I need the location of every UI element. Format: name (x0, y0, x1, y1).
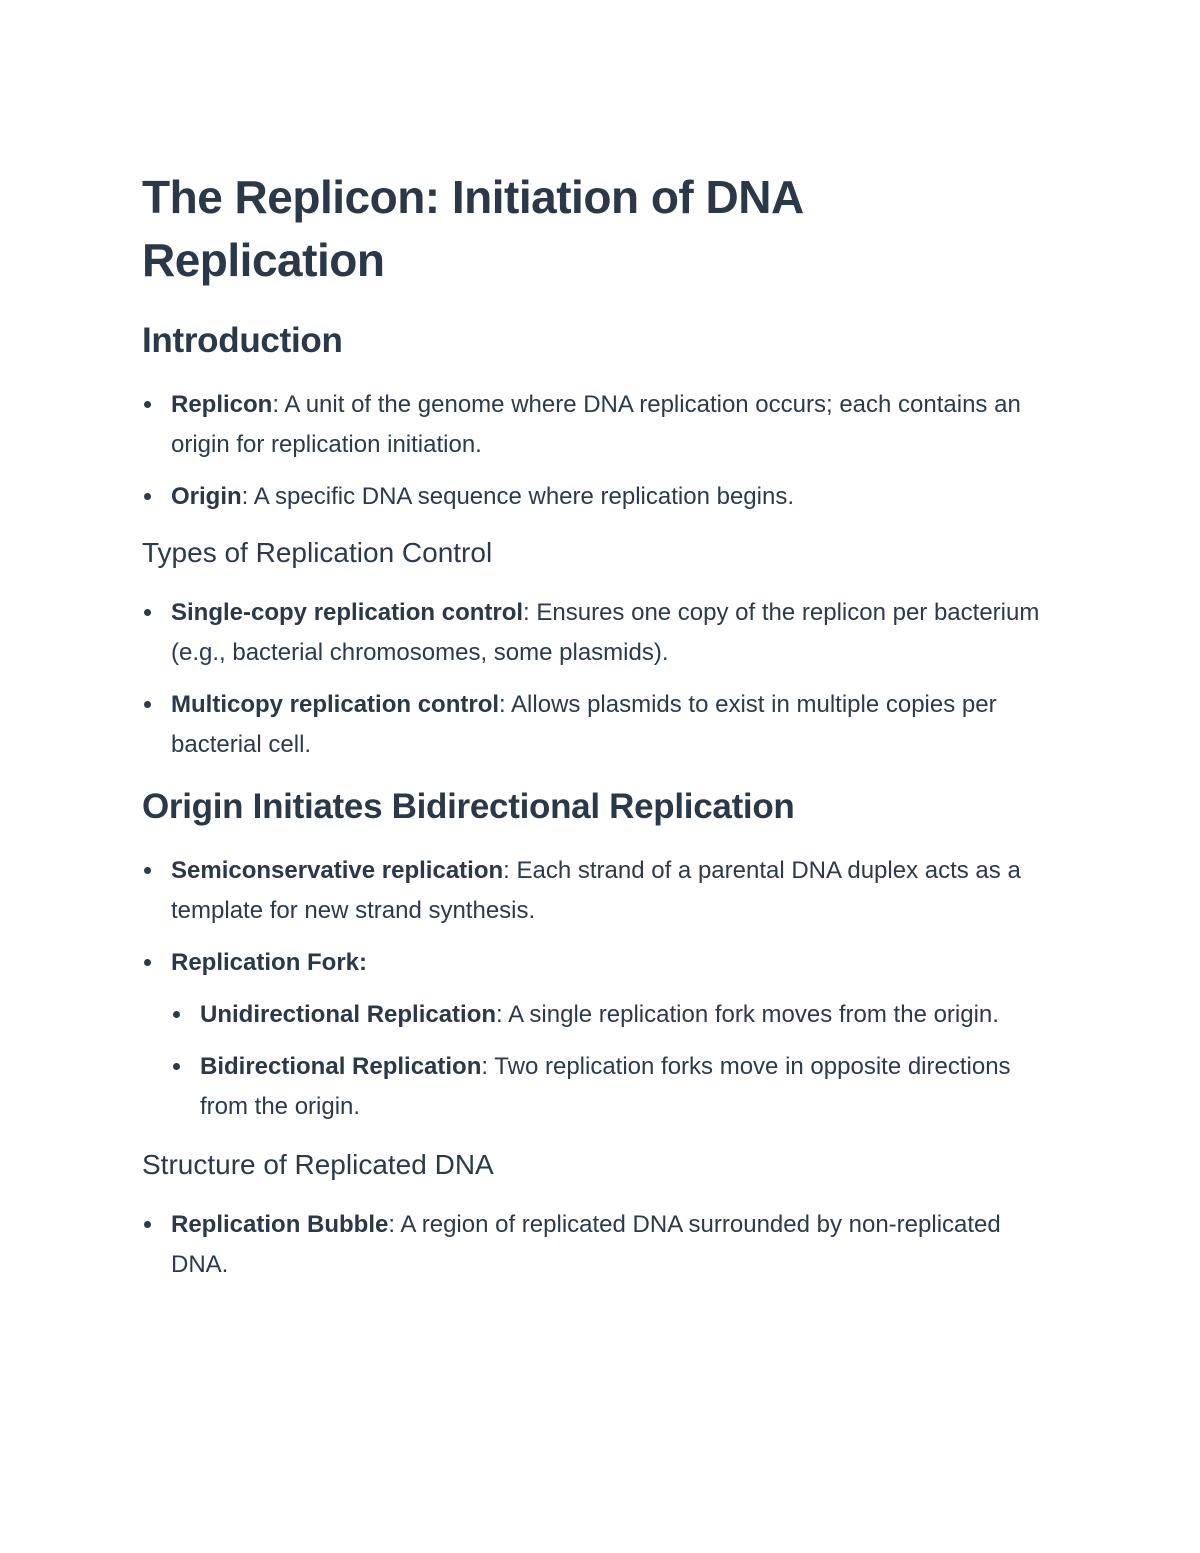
definition-text: Allows plasmids to exist in multiple copies per bacterial cell. (171, 691, 997, 758)
term-separator: : (496, 1001, 503, 1028)
term-origin: Origin (171, 483, 242, 510)
term-separator: : (503, 857, 510, 884)
definition-text: Two replication forks move in opposite directions from the origin. (200, 1053, 1011, 1120)
term-replicon: Replicon (171, 391, 273, 418)
definition-text: A specific DNA sequence where replication begins. (248, 483, 794, 510)
term-separator: : (388, 1211, 396, 1238)
term-multicopy: Multicopy replication control (171, 691, 500, 718)
term-replication-bubble: Replication Bubble (171, 1211, 389, 1238)
list-item-semiconservative (142, 851, 1050, 931)
term-unidirectional: Unidirectional Replication (200, 1001, 497, 1028)
definition-text: A region of replicated DNA surrounded by non-replicated DNA. (171, 1211, 1001, 1278)
list-item-bidirectional (171, 1047, 1050, 1127)
term-separator: : (523, 599, 530, 626)
page-title: The Replicon: Initiation of DNA Replication (142, 171, 802, 286)
definition-text: Ensures one copy of the replicon per bacterium (e.g., bacterial chromosomes, some plasmids). (171, 599, 1040, 666)
types-list (142, 593, 1050, 765)
section-heading-structure: Structure of Replicated DNA (142, 1149, 494, 1180)
term-separator: : (272, 391, 280, 418)
term-semiconservative: Semiconservative replication (171, 857, 504, 884)
term-separator: : (499, 691, 506, 718)
list-item-single-copy (142, 593, 1050, 673)
term-separator: : (359, 949, 368, 976)
origin-list (142, 851, 1050, 1127)
definition-text: A unit of the genome where DNA replication occurs; each contains an origin for replication initiation. (171, 391, 1021, 458)
term-bidirectional: Bidirectional Replication (200, 1053, 482, 1080)
term-replication-fork: Replication Fork (171, 949, 360, 976)
section-heading-origin: Origin Initiates Bidirectional Replication (142, 787, 795, 826)
term-separator: : (481, 1053, 489, 1080)
list-item-origin (142, 477, 1050, 517)
term-single-copy: Single-copy replication control (171, 599, 524, 626)
introduction-list (142, 385, 1050, 517)
list-item-multicopy (142, 685, 1050, 765)
section-heading-types: Types of Replication Control (142, 537, 493, 568)
term-separator: : (241, 483, 249, 510)
replication-fork-sublist (171, 995, 1050, 1127)
list-item-replication-fork (142, 943, 1050, 1127)
structure-list (142, 1205, 1050, 1285)
list-item-unidirectional (171, 995, 1050, 1035)
list-item-replication-bubble (142, 1205, 1050, 1285)
definition-text: A single replication fork moves from the origin. (502, 1001, 999, 1028)
section-heading-introduction: Introduction (142, 321, 343, 360)
list-item-replicon (142, 385, 1050, 465)
definition-text: Each strand of a parental DNA duplex acts as a template for new strand synthesis. (171, 857, 1021, 924)
